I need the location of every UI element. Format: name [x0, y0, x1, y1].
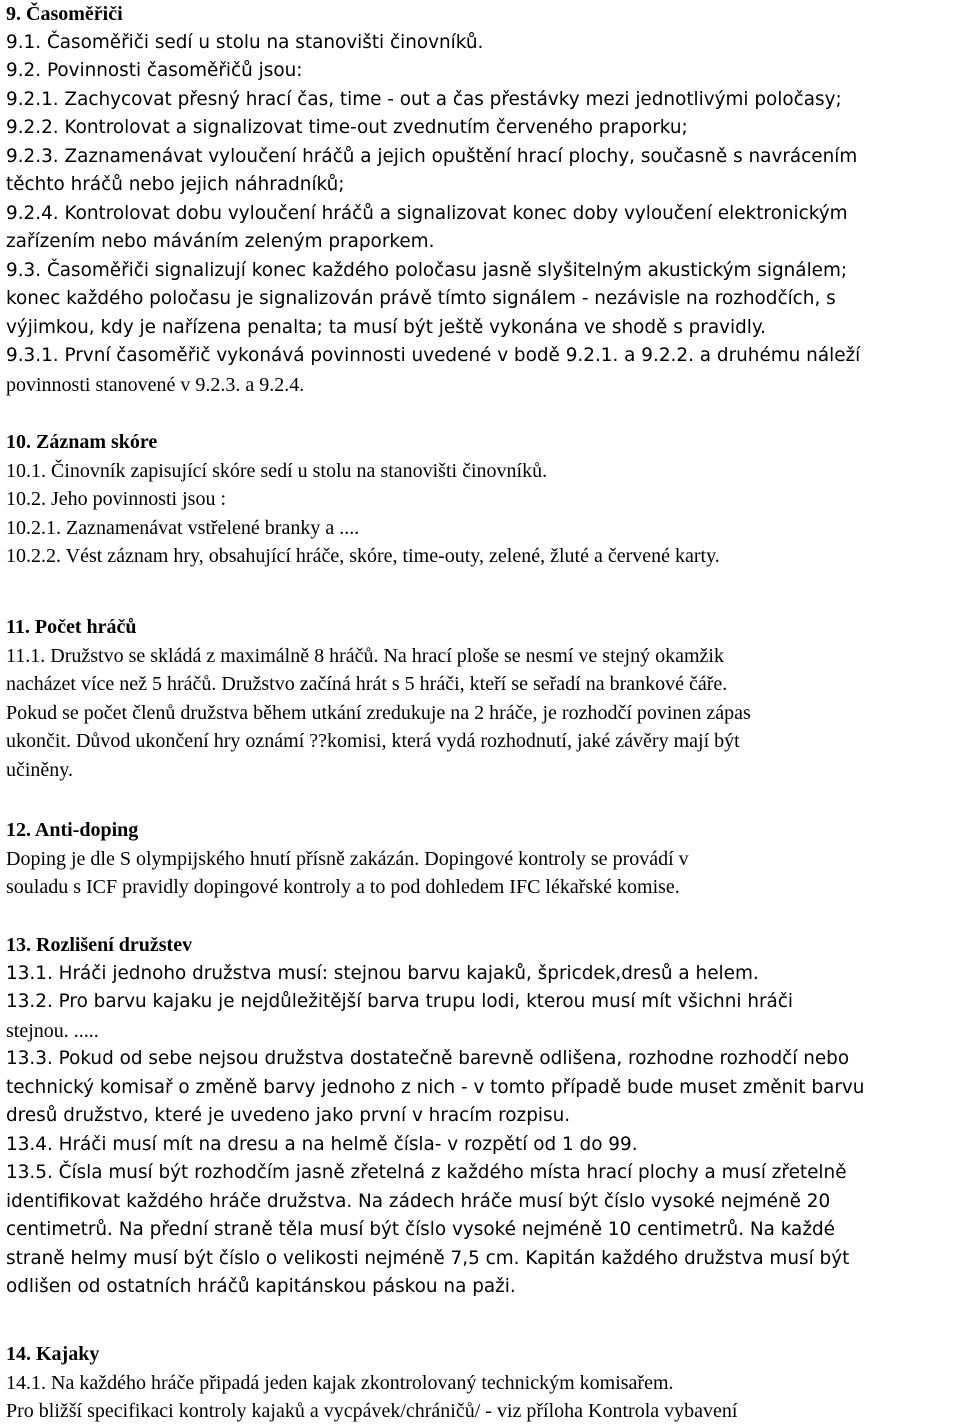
paragraph-line: stejnou. ..... [6, 1019, 99, 1042]
paragraph-line: ukončit. Důvod ukončení hry oznámí ??komisi, která vydá rozhodnutí, jaké závěry mají být [6, 730, 740, 752]
paragraph-line: Doping je dle S olympijského hnutí přísně zakázán. Dopingové kontroly se provádí v [6, 847, 689, 870]
paragraph-line: 10.2. Jeho povinnosti jsou : [6, 488, 227, 510]
paragraph-line: 13.1. Hráči jednoho družstva musí: stejnou barvu kajaků, špricdek,dresů a helem. [6, 962, 759, 984]
paragraph-line: 9.2.3. Zaznamenávat vyloučení hráčů a jejich opuštění hrací plochy, současně s navrácením [6, 145, 858, 167]
paragraph-line: straně helmy musí být číslo o velikosti nejméně 7,5 cm. Kapitán každého družstva musí být [6, 1247, 850, 1269]
section-heading: 14. Kajaky [6, 1343, 100, 1365]
paragraph-line: 13.2. Pro barvu kajaku je nejdůležitější barva trupu lodi, kterou musí mít všichni hráči [6, 991, 794, 1012]
paragraph-line: 13.5. Čísla musí být rozhodčím jasně zřetelná z každého místa hrací plochy a musí zřetelně [6, 1162, 847, 1183]
paragraph-line: souladu s ICF pravidly dopingové kontroly a to pod dohledem IFC lékařské komise. [6, 876, 680, 898]
paragraph-line: identifikovat každého hráče družstva. Na zádech hráče musí být číslo vysoké nejméně 20 [6, 1190, 831, 1212]
section-10 [6, 428, 960, 571]
paragraph-line: odlišen od ostatních hráčů kapitánskou páskou na paži. [6, 1276, 516, 1297]
paragraph-line: výjimkou, kdy je nařízena penalta; ta musí být ještě vykonána ve shodě s pravidly. [6, 316, 767, 338]
paragraph-line: zařízením nebo máváním zeleným praporkem. [6, 231, 435, 252]
paragraph-line: 10.1. Činovník zapisující skóre sedí u stolu na stanovišti činovníků. [6, 459, 548, 482]
section-heading: 13. Rozlišení družstev [6, 934, 193, 956]
paragraph-line: 9.2.4. Kontrolovat dobu vyloučení hráčů a signalizovat konec doby vyloučení elektronickým [6, 202, 848, 224]
paragraph-line: 9.2. Povinnosti časoměřičů jsou: [6, 60, 303, 81]
section-11 [6, 613, 960, 784]
section-heading: 11. Počet hráčů [6, 616, 137, 638]
section-13 [6, 931, 960, 1302]
paragraph-line: povinnosti stanovené v 9.2.3. a 9.2.4. [6, 373, 305, 396]
paragraph-line: 9.3.1. První časoměřič vykonává povinnosti uvedené v bodě 9.2.1. a 9.2.2. a druhému náleží [6, 345, 861, 366]
paragraph-line: nacházet více než 5 hráčů. Družstvo začíná hrát s 5 hráči, kteří se seřadí na brankové čáře. [6, 673, 728, 695]
paragraph-line: technický komisař o změně barvy jednoho z nich - v tomto případě bude muset změnit barvu [6, 1076, 865, 1098]
paragraph-line: 9.3. Časoměřiči signalizují konec každého poločasu jasně slyšitelným akustickým signálem; [6, 259, 848, 281]
paragraph-line: dresů družstvo, které je uvedeno jako první v hracím rozpisu. [6, 1105, 571, 1126]
paragraph-line: 9.2.2. Kontrolovat a signalizovat time-out zvednutím červeného praporku; [6, 117, 688, 138]
paragraph-line: 13.3. Pokud od sebe nejsou družstva dostatečně barevně odlišena, rozhodne rozhodčí nebo [6, 1048, 850, 1069]
paragraph-line: těchto hráčů nebo jejich náhradníků; [6, 174, 345, 195]
paragraph-line: učiněny. [6, 758, 74, 781]
section-heading: 10. Záznam skóre [6, 431, 158, 453]
paragraph-line: 14.1. Na každého hráče připadá jeden kajak zkontrolovaný technickým komisařem. [6, 1371, 674, 1394]
section-heading: 12. Anti-doping [6, 819, 139, 841]
paragraph-line: konec každého poločasu je signalizován právě tímto signálem - nezávisle na rozhodčích, s [6, 288, 836, 309]
paragraph-line: 10.2.2. Vést záznam hry, obsahující hráče, skóre, time-outy, zelené, žluté a červené karty. [6, 545, 720, 567]
paragraph-line: 9.1. Časoměřiči sedí u stolu na stanovišti činovníků. [6, 31, 484, 53]
section-12 [6, 816, 960, 902]
paragraph-line: Pokud se počet členů družstva během utkání zredukuje na 2 hráče, je rozhodčí povinen zápas [6, 701, 751, 724]
paragraph-line: 9.2.1. Zachycovat přesný hrací čas, time - out a čas přestávky mezi jednotlivými poločasy; [6, 88, 842, 110]
section-14 [6, 1340, 960, 1426]
section-heading: 9. Časoměřiči [6, 3, 123, 25]
paragraph-line: 11.1. Družstvo se skládá z maximálně 8 hráčů. Na hrací ploše se nesmí ve stejný okamžik [6, 644, 724, 667]
section-9 [6, 0, 960, 399]
paragraph-line: centimetrů. Na přední straně těla musí být číslo vysoké nejméně 10 centimetrů. Na každé [6, 1219, 835, 1240]
paragraph-line: 10.2.1. Zaznamenávat vstřelené branky a .... [6, 516, 360, 539]
paragraph-line: Pro bližší specifikaci kontroly kajaků a vycpávek/chráničů/ - viz příloha Kontrola vybavení [6, 1400, 738, 1422]
paragraph-line: 13.4. Hráči musí mít na dresu a na helmě čísla- v rozpětí od 1 do 99. [6, 1133, 638, 1155]
